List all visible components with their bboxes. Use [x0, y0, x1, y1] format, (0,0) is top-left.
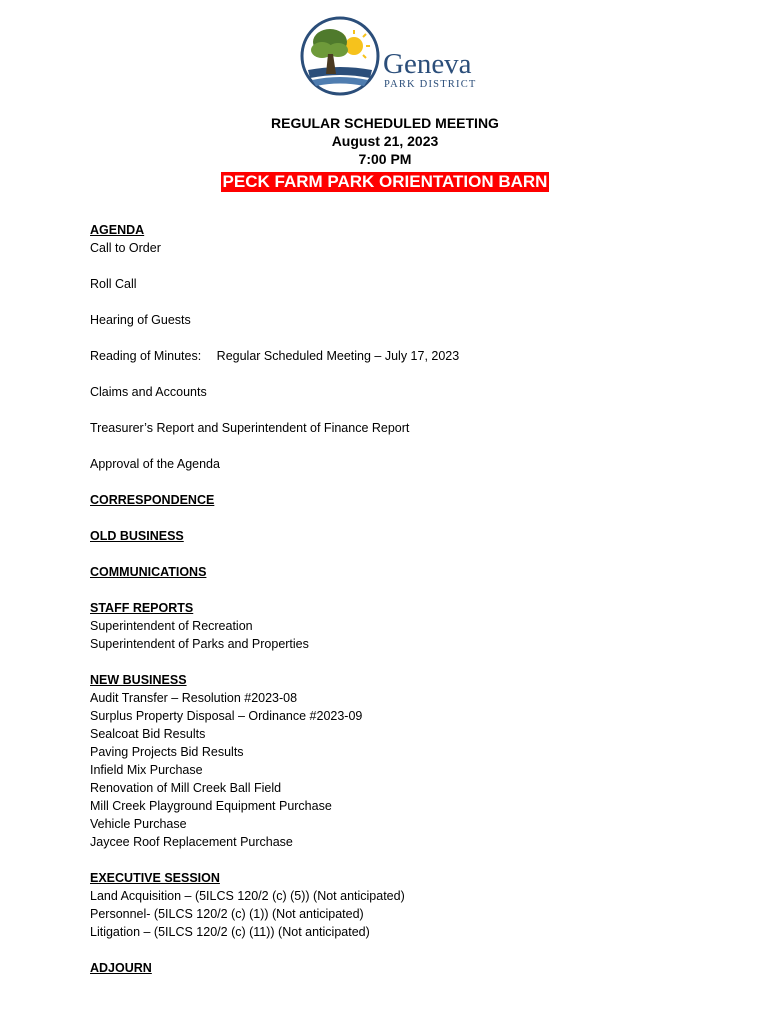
- agenda-heading: AGENDA: [90, 223, 145, 237]
- adjourn-heading: ADJOURN: [90, 961, 152, 975]
- tree-emblem-icon: [300, 16, 380, 96]
- executive-session-heading: EXECUTIVE SESSION: [90, 871, 220, 885]
- list-item: Jaycee Roof Replacement Purchase: [90, 835, 293, 849]
- hearing-of-guests: Hearing of Guests: [90, 313, 191, 327]
- list-item: Paving Projects Bid Results: [90, 745, 244, 759]
- approval-of-agenda: Approval of the Agenda: [90, 457, 220, 471]
- staff-reports-heading: STAFF REPORTS: [90, 601, 194, 615]
- list-item: Superintendent of Recreation: [90, 619, 253, 633]
- list-item: Infield Mix Purchase: [90, 763, 203, 777]
- list-item: Mill Creek Playground Equipment Purchase: [90, 799, 332, 813]
- list-item: Personnel- (5ILCS 120/2 (c) (1)) (Not anticipated): [90, 907, 364, 921]
- roll-call: Roll Call: [90, 277, 137, 291]
- list-item: Sealcoat Bid Results: [90, 727, 206, 741]
- meeting-time: 7:00 PM: [358, 151, 412, 167]
- logo-subtitle: PARK DISTRICT: [384, 79, 477, 90]
- logo-name: Geneva: [383, 48, 472, 80]
- correspondence-heading: CORRESPONDENCE: [90, 493, 215, 507]
- list-item: Land Acquisition – (5ILCS 120/2 (c) (5)) (Not anticipated): [90, 889, 405, 903]
- list-item: Vehicle Purchase: [90, 817, 187, 831]
- reading-of-minutes-value: Regular Scheduled Meeting – July 17, 2023: [216, 349, 460, 363]
- meeting-date: August 21, 2023: [331, 133, 439, 149]
- executive-session-section: [90, 869, 730, 941]
- agenda-body: [90, 221, 730, 977]
- treasurers-report: Treasurer’s Report and Superintendent of Finance Report: [90, 421, 410, 435]
- staff-reports-section: [90, 599, 730, 653]
- new-business-section: [90, 671, 730, 851]
- list-item: Superintendent of Parks and Properties: [90, 637, 309, 651]
- old-business-heading: OLD BUSINESS: [90, 529, 184, 543]
- meeting-header: [0, 114, 770, 192]
- reading-of-minutes-label: Reading of Minutes:: [90, 349, 202, 363]
- new-business-heading: NEW BUSINESS: [90, 673, 187, 687]
- reading-of-minutes: [90, 347, 730, 365]
- meeting-location: PECK FARM PARK ORIENTATION BARN: [222, 172, 548, 191]
- meeting-title: REGULAR SCHEDULED MEETING: [271, 115, 499, 131]
- claims-and-accounts: Claims and Accounts: [90, 385, 207, 399]
- list-item: Litigation – (5ILCS 120/2 (c) (11)) (Not anticipated): [90, 925, 370, 939]
- list-item: Renovation of Mill Creek Ball Field: [90, 781, 282, 795]
- communications-heading: COMMUNICATIONS: [90, 565, 207, 579]
- agenda-section: [90, 221, 730, 473]
- list-item: Audit Transfer – Resolution #2023-08: [90, 691, 298, 705]
- list-item: Surplus Property Disposal – Ordinance #2023-09: [90, 709, 363, 723]
- geneva-park-district-logo: [300, 16, 482, 96]
- call-to-order: Call to Order: [90, 241, 161, 255]
